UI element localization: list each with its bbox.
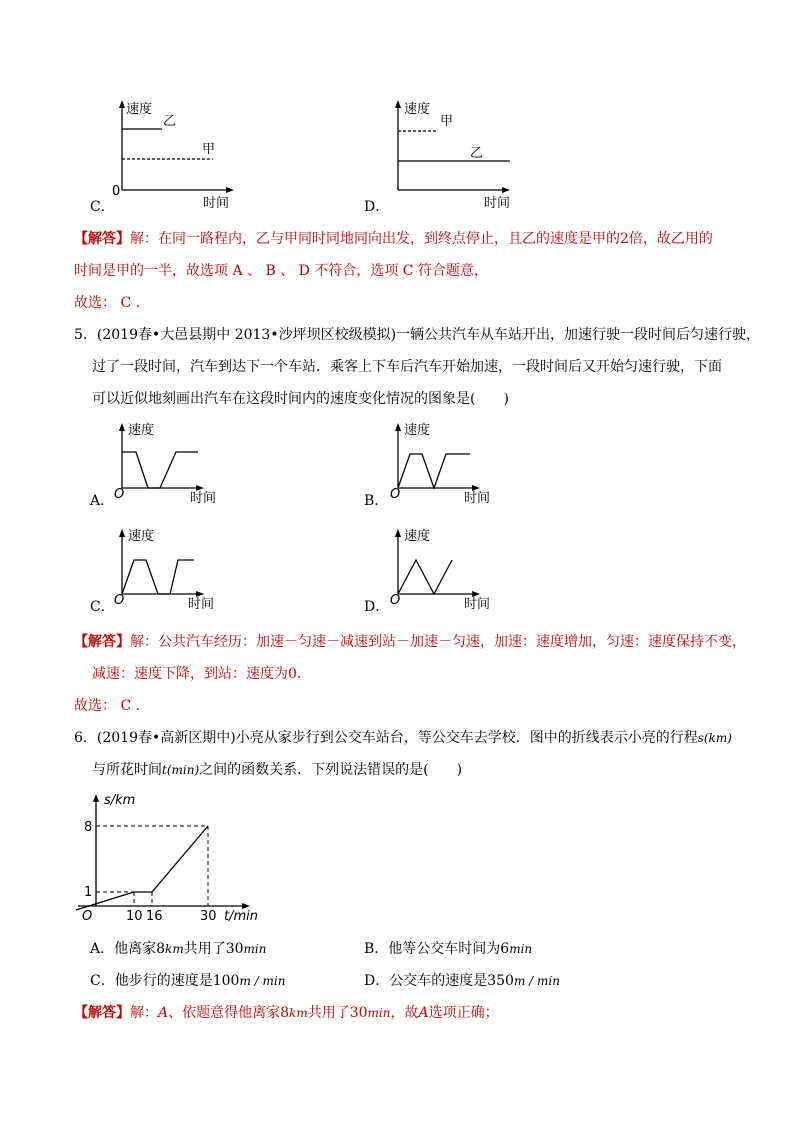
y-arrow (119, 100, 125, 108)
q5-option-d: D． (364, 599, 390, 615)
x-arrow (502, 187, 510, 193)
opt-value: 100 (212, 973, 240, 989)
label-yi: 乙 (163, 114, 177, 129)
q6-option-a (90, 939, 266, 959)
q5-graph-d (384, 524, 504, 614)
y-tick-1: 1 (84, 885, 93, 900)
stem-text: 6．(2019春•高新区期中)小亮从家步行到公交车站台，等公交车去学校．图中的折线表示小亮的行程 (74, 730, 698, 746)
label-jia: 甲 (202, 142, 216, 157)
q5-graph-c-svg (108, 524, 228, 614)
opt-unit: m / min (239, 974, 286, 988)
q6-option-d (364, 971, 560, 991)
q4-answer-line2: 时间是甲的一半，故选项 A 、 B 、 D 不符合，选项 C 符合题意， (74, 263, 488, 279)
opt-unit: min (243, 942, 267, 956)
xlabel: 时间 (190, 491, 217, 506)
answer-tag: 【解答】 (74, 634, 130, 650)
stem-var: s(km) (697, 731, 732, 745)
ylabel: 速度 (128, 529, 155, 544)
q5-stem-line3: 可以近似地刻画出汽车在这段时间内的速度变化情况的图象是( ) (92, 391, 509, 407)
q5-graph-a (108, 418, 228, 508)
origin: O (114, 487, 125, 502)
speed-curve (122, 452, 198, 488)
answer-text: ，故 (390, 1005, 419, 1021)
answer-tag: 【解答】 (74, 1005, 130, 1021)
q6-stem-line1 (74, 728, 732, 748)
q5-graph-c (108, 524, 228, 614)
opt-text: 共用了 (183, 941, 226, 957)
q4-choose: 故选： C ． (74, 295, 150, 311)
q4-answer-line1 (74, 229, 713, 249)
y-tick-8: 8 (84, 820, 93, 835)
answer-unit: km (289, 1006, 308, 1020)
y-arrow (119, 529, 125, 537)
y-arrow (395, 529, 401, 537)
xlabel: 时间 (464, 597, 491, 612)
q6-answer-line1 (74, 1003, 499, 1023)
ylabel: 速度 (126, 102, 153, 117)
q5-graph-b (384, 418, 504, 508)
q6-option-c (90, 971, 285, 991)
speed-curve (122, 560, 194, 594)
q4-option-c: C． (90, 199, 115, 215)
xlabel: 时间 (203, 196, 230, 211)
opt-label: A．他离家 (90, 941, 157, 957)
q5-graph-a-svg (108, 418, 228, 508)
origin: O (390, 487, 401, 502)
ylabel: 速度 (404, 423, 431, 438)
q5-option-a: A． (90, 493, 115, 509)
opt-unit: min (509, 942, 533, 956)
q5-graph-d-svg (384, 524, 504, 614)
opt-label: C．他步行的速度是 (90, 973, 213, 989)
answer-text: 解：在同一路程内，乙与甲同时同地同向出发，到终点停止，且乙的速度是甲的2倍，故乙用的 (130, 231, 713, 247)
xlabel: 时间 (188, 597, 215, 612)
answer-var: A (158, 1005, 169, 1021)
answer-value: 30 (349, 1005, 368, 1021)
opt-label: D．公交车的速度是 (364, 973, 488, 989)
q5-graph-b-svg (384, 418, 504, 508)
answer-text: 解： (130, 1005, 158, 1021)
ylabel: s/km (104, 793, 136, 808)
opt-unit: m / min (513, 974, 560, 988)
label-jia: 甲 (440, 114, 454, 129)
answer-text: 、依题意得他离家 (168, 1005, 281, 1021)
x-arrow (226, 187, 234, 193)
xlabel: t/min (224, 909, 258, 924)
q5-stem-line1: 5．(2019春•大邑县期中 2013•沙坪坝区校级模拟)一辆公共汽车从车站开出，加速行驶一段时间后匀速行驶， (74, 327, 761, 343)
q5-stem-line2: 过了一段时间，汽车到达下一个车站．乘客上下车后汽车开始加速，一段时间后又开始匀速行驶，下面 (92, 359, 722, 375)
opt-unit: km (165, 942, 184, 956)
y-arrow (93, 794, 99, 802)
y-arrow (395, 423, 401, 431)
q6-graph (74, 786, 274, 926)
ylabel: 速度 (404, 102, 431, 117)
opt-value: 8 (156, 941, 166, 957)
q6-stem-line2 (92, 760, 462, 780)
x-tick-16: 16 (146, 909, 163, 924)
speed-curve (398, 560, 452, 594)
xlabel: 时间 (484, 196, 511, 211)
q5-answer-line1 (74, 632, 746, 652)
q5-option-c: C． (90, 599, 115, 615)
opt-value: 30 (225, 941, 244, 957)
q6-option-b (364, 939, 532, 959)
answer-unit: min (367, 1006, 391, 1020)
stem-text: 之间的函数关系．下列说法错误的是( ) (199, 762, 463, 778)
y-arrow (395, 100, 401, 108)
ylabel: 速度 (404, 529, 431, 544)
origin: 0 (112, 184, 121, 199)
stem-text: 与所花时间 (92, 762, 162, 778)
label-yi: 乙 (470, 146, 484, 161)
answer-text: 解：公共汽车经历：加速－匀速－减速到站－加速－匀速，加速：速度增加，匀速：速度保持不变， (130, 634, 746, 650)
y-arrow (119, 423, 125, 431)
q5-option-b: B． (364, 493, 389, 509)
stem-var: t(min) (162, 763, 200, 777)
origin: O (82, 909, 93, 924)
speed-curve (398, 454, 470, 488)
answer-var: A (418, 1005, 429, 1021)
opt-value: 350 (487, 973, 514, 989)
answer-text: 共用了 (307, 1005, 350, 1021)
answer-tag: 【解答】 (74, 231, 130, 247)
answer-value: 8 (280, 1005, 290, 1021)
x-tick-10: 10 (126, 909, 143, 924)
q5-answer-line2: 减速：速度下降，到站：速度为0． (92, 666, 311, 682)
q6-graph-svg (74, 786, 274, 926)
q5-choose: 故选： C ． (74, 698, 150, 714)
opt-value: 6 (500, 941, 510, 957)
ylabel: 速度 (128, 423, 155, 438)
x-tick-30: 30 (200, 909, 217, 924)
xlabel: 时间 (464, 491, 491, 506)
q4-option-d: D． (364, 199, 390, 215)
origin: O (390, 593, 401, 608)
opt-label: B．他等公交车时间为 (364, 941, 501, 957)
origin: O (114, 593, 125, 608)
answer-text: 选项正确； (428, 1005, 499, 1021)
